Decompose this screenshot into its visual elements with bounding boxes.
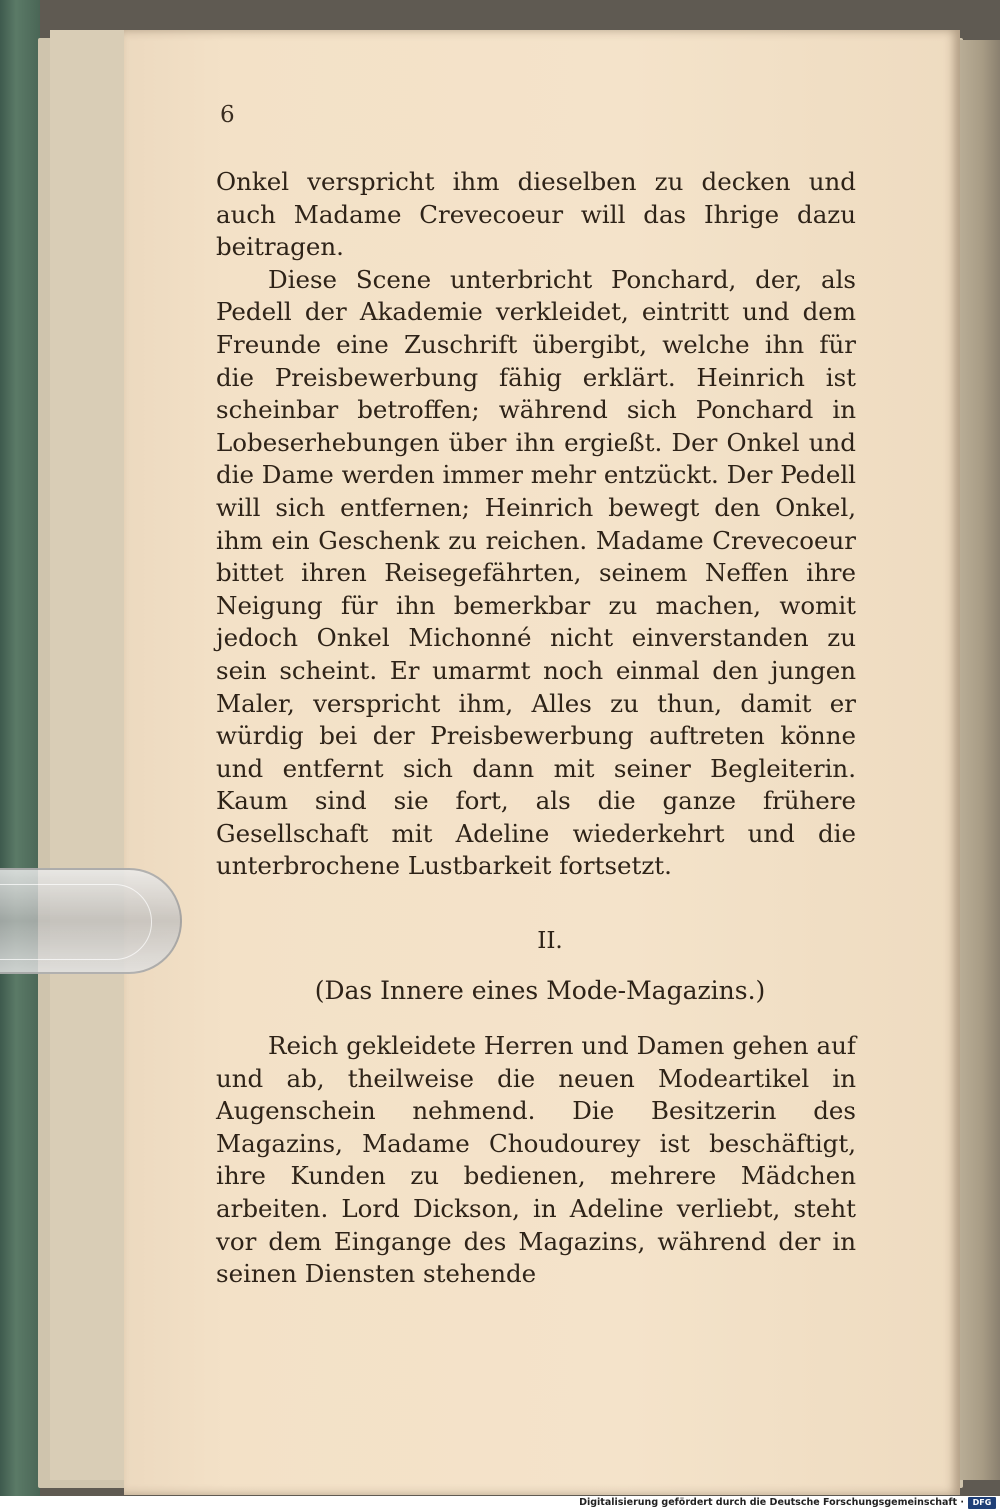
paragraph-1: Onkel verspricht ihm dieselben zu decken und auch Madame Crevecoeur will das Ihrige dazu beitragen. xyxy=(216,167,856,262)
funding-notice: Digitalisierung gefördert durch die Deutsche Forschungsgemeinschaft · xyxy=(579,1497,964,1508)
book-binding xyxy=(0,0,40,1496)
section-numeral: II. xyxy=(537,928,563,954)
text-block-top xyxy=(216,166,856,883)
page-edge-right xyxy=(955,40,1000,1480)
paragraph-2: Diese Scene unterbricht Ponchard, der, als Pedell der Akademie verkleidet, eintritt und dem Freunde eine Zuschrift übergibt, welche ihn für die Preisbewerbung fähig erklärt. Heinrich ist scheinbar betroffen; während sich Ponchard in Lobeserhebungen über ihn ergießt. Der Onkel und die Dame werden immer mehr entzückt. Der Pedell will sich entfernen; Heinrich bewegt den Onkel, ihm ein Geschenk zu reichen. Madame Crevecoeur bittet ihren Reisegefährten, seinem Neffen ihre Neigung für ihn bemerkbar zu machen, womit jedoch Onkel Michonné nicht einverstanden zu sein scheint. Er umarmt noch einmal den jungen Maler, verspricht ihm, Alles zu thun, damit er würdig bei der Preisbewerbung auftreten könne und entfernt sich dann mit seiner Begleiterin. Kaum sind sie fort, als die ganze frühere Gesellschaft mit Adeline wiederkehrt und die unterbrochene Lustbarkeit fortsetzt. xyxy=(216,264,856,881)
paragraph-3: Reich gekleidete Herren und Damen gehen auf und ab, theilweise die neuen Modeartikel in Augenschein nehmend. Die Besitzerin des Magazins, Madame Choudourey ist beschäftigt, ihre Kunden zu bedienen, mehrere Mädchen arbeiten. Lord Dickson, in Adeline verliebt, steht vor dem Eingange des Magazins, während der in seinen Diensten stehende xyxy=(216,1031,856,1289)
plastic-clip-highlight xyxy=(0,884,152,960)
section-heading: (Das Innere eines Mode-Magazins.) xyxy=(314,976,766,1005)
text-block-bottom xyxy=(216,1030,856,1291)
plastic-clip xyxy=(0,868,182,974)
page-number: 6 xyxy=(220,102,235,128)
footer-bar xyxy=(0,1496,1000,1510)
dfg-logo-icon: DFG xyxy=(968,1497,996,1509)
